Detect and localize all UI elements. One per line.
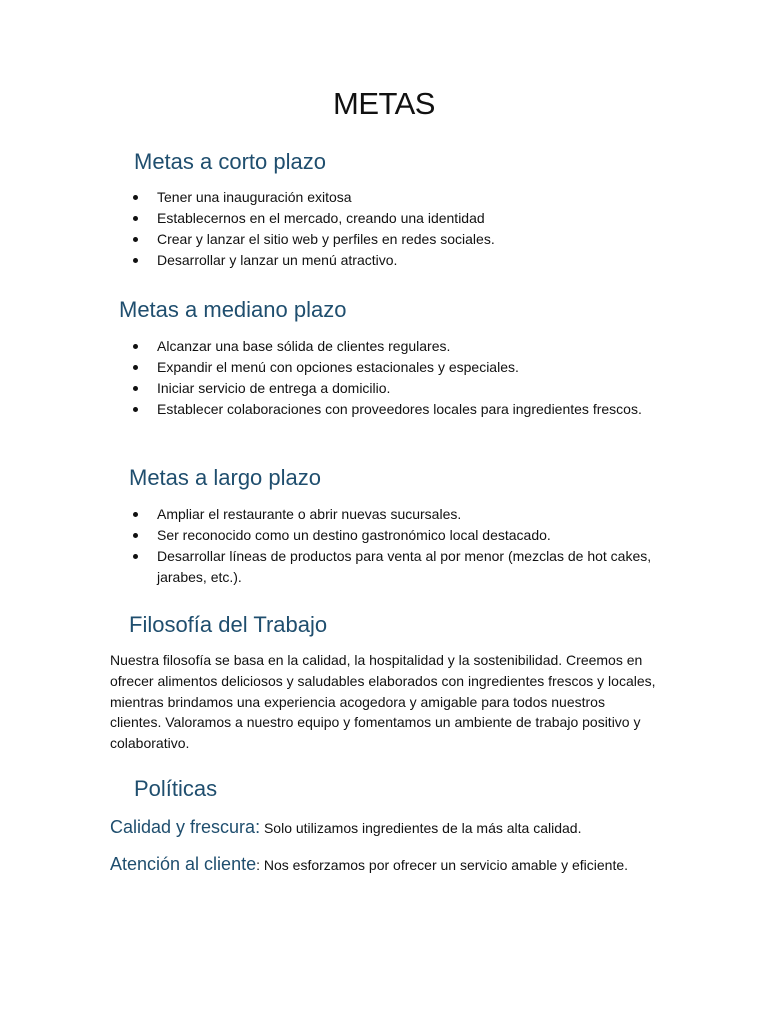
list-item: Tener una inauguración exitosa [133,187,653,208]
page-title: METAS [333,86,435,121]
list-item: Desarrollar líneas de productos para venta al por menor (mezclas de hot cakes, jarabes, etc.). [133,546,653,588]
list-item: Ser reconocido como un destino gastronómico local destacado. [133,525,653,546]
list-item: Crear y lanzar el sitio web y perfiles en redes sociales. [133,229,653,250]
bullet-icon [133,216,138,221]
policy-label: Calidad y frescura: [110,817,261,837]
long-term-heading: Metas a largo plazo [129,465,321,490]
list-item: Alcanzar una base sólida de clientes regulares. [133,336,653,357]
policy-label: Atención al cliente [110,854,257,874]
list-item: Establecer colaboraciones con proveedores locales para ingredientes frescos. [133,399,653,420]
policy-text: Solo utilizamos ingredientes de la más alta calidad. [263,820,582,836]
bullet-icon [133,533,138,538]
policy-customer-service [110,853,660,876]
list-item: Expandir el menú con opciones estacionales y especiales. [133,357,653,378]
policy-text: : Nos esforzamos por ofrecer un servicio amable y eficiente. [256,857,629,873]
bullet-icon [133,258,138,263]
medium-term-list [133,336,653,420]
list-item: Desarrollar y lanzar un menú atractivo. [133,250,653,271]
long-term-list [133,504,653,588]
philosophy-paragraph: Nuestra filosofía se basa en la calidad, la hospitalidad y la sostenibilidad. Creemos en ofrecer alimentos deliciosos y saludables elaborados con ingredientes frescos y locales, mientras brindamos una experiencia acogedora y amigable para todos nuestros clientes. Valoramos a nuestro equipo y fomentamos un ambiente de trabajo positivo y colaborativo. [110,652,656,752]
list-item: Ampliar el restaurante o abrir nuevas sucursales. [133,504,653,525]
bullet-icon [133,512,138,517]
philosophy-heading: Filosofía del Trabajo [129,612,328,637]
short-term-list [133,187,653,271]
policy-quality [110,816,660,839]
bullet-icon [133,365,138,370]
policies-heading: Políticas [134,776,218,801]
short-term-heading: Metas a corto plazo [134,149,326,174]
bullet-icon [133,195,138,200]
list-item: Iniciar servicio de entrega a domicilio. [133,378,653,399]
bullet-icon [133,344,138,349]
list-item: Establecernos en el mercado, creando una identidad [133,208,653,229]
bullet-icon [133,554,138,559]
bullet-icon [133,407,138,412]
medium-term-heading: Metas a mediano plazo [119,297,347,322]
bullet-icon [133,237,138,242]
bullet-icon [133,386,138,391]
